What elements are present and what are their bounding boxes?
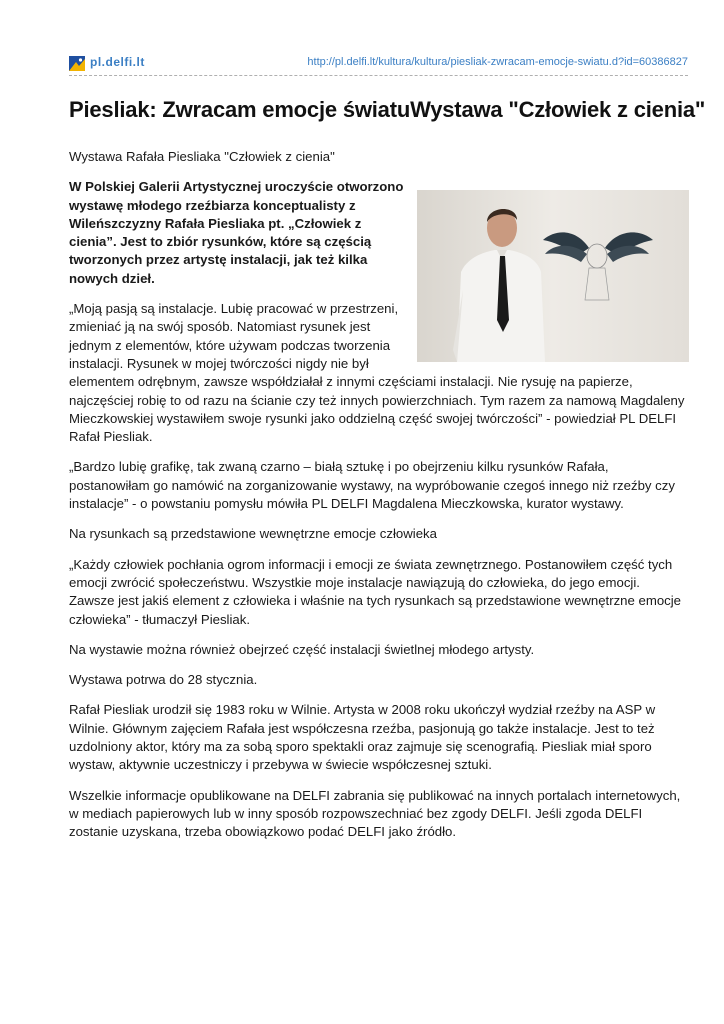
article-lead: W Polskiej Galerii Artystycznej uroczyście otworzono wystawę młodego rzeźbiarza konceptualisty z Wileńszczyzny Rafała Piesliaka pt. „Człowiek z cienia”. Jest to zbiór rysunków, które są częścią tworzonych przez artystę instalacji, jak też kilka nowych dzieł. bbox=[69, 179, 404, 286]
delfi-logo-icon bbox=[69, 56, 85, 71]
article-paragraph: „Moją pasją są instalacje. Lubię pracować w przestrzeni, zmieniać ją na swój sposób. Natomiast rysunek jest jednym z elementów, które używam podczas tworzenia instalacji. Rysunek w mojej twórczości nigdy nie był elementem odrębnym, zawsze współdziałał z innymi częściami instalacji. Nie rysuję na papierze, najczęściej robię to od razu na ścianie czy też innych powierzchniach. Tym razem za namową Magdaleny Mieczkowskiej wystawiłem swoje rysunki jako oddzielną część swojej twórczości” - powiedział PL DELFI Rafał Piesliak. bbox=[69, 301, 685, 445]
page-header bbox=[69, 55, 688, 76]
article-body bbox=[69, 148, 689, 854]
article-title: Piesliak: Zwracam emocje światuWystawa "Człowiek z cienia" bbox=[69, 97, 706, 122]
article-paragraph: Wystawa potrwa do 28 stycznia. bbox=[69, 672, 258, 688]
article-paragraph: Na wystawie można również obejrzeć część instalacji świetlnej młodego artysty. bbox=[69, 641, 535, 657]
article-subtitle: Wystawa Rafała Piesliaka "Człowiek z cienia" bbox=[69, 149, 335, 164]
article-photo bbox=[417, 190, 689, 362]
article-paragraph: Na rysunkach są przedstawione wewnętrzne emocje człowieka bbox=[69, 526, 437, 542]
photo-artist-with-drawing bbox=[417, 190, 689, 362]
article-url[interactable]: http://pl.delfi.lt/kultura/kultura/piesliak-zwracam-emocje-swiatu.d?id=60386827 bbox=[307, 56, 688, 68]
article-paragraph: „Każdy człowiek pochłania ogrom informacji i emocji ze świata zewnętrznego. Postanowiłem część tych emocji zwrócić społeczeństwu. Wszystkie moje instalacje nawiązują do człowieka, do jego emocji. Zawsze jest jakiś element z człowieka i właśnie na tych rysunkach są przedstawione wewnętrzne emocje człowieka” - tłumaczył Piesliak. bbox=[69, 556, 682, 627]
article-paragraph: „Bardzo lubię grafikę, tak zwaną czarno – białą sztukę i po obejrzeniu kilku rysunków Rafała, postanowiłam go namówić na zorganizowanie wystawy, na wypróbowanie czegoś innego niż rzeźby czy instalacje” - o powstaniu pomysłu mówiła PL DELFI Magdalena Mieczkowska, kurator wystawy. bbox=[69, 459, 675, 512]
article-copyright: Wszelkie informacje opublikowane na DELFI zabrania się publikować na innych portalach internetowych, w mediach papierowych lub w inny sposób rozpowszechniać bez zgody DELFI. Jeśli zgoda DELFI zostanie uzyskana, trzeba obowiązkowo podać DELFI jako źródło. bbox=[69, 787, 681, 840]
site-name[interactable]: pl.delfi.lt bbox=[90, 55, 145, 69]
article-paragraph: Rafał Piesliak urodził się 1983 roku w Wilnie. Artysta w 2008 roku ukończył wydział rzeźby na ASP w Wilnie. Głównym zajęciem Rafała jest współczesna rzeźba, pasjonują go także instalacje. Jest to też uzdolniony aktor, który ma za sobą sporo spektakli oraz zajmuje się scenografią. Piesliak miał sporo wystaw, aktywnie uczestniczy i przebywa w świecie współczesnej sztuki. bbox=[69, 702, 656, 773]
